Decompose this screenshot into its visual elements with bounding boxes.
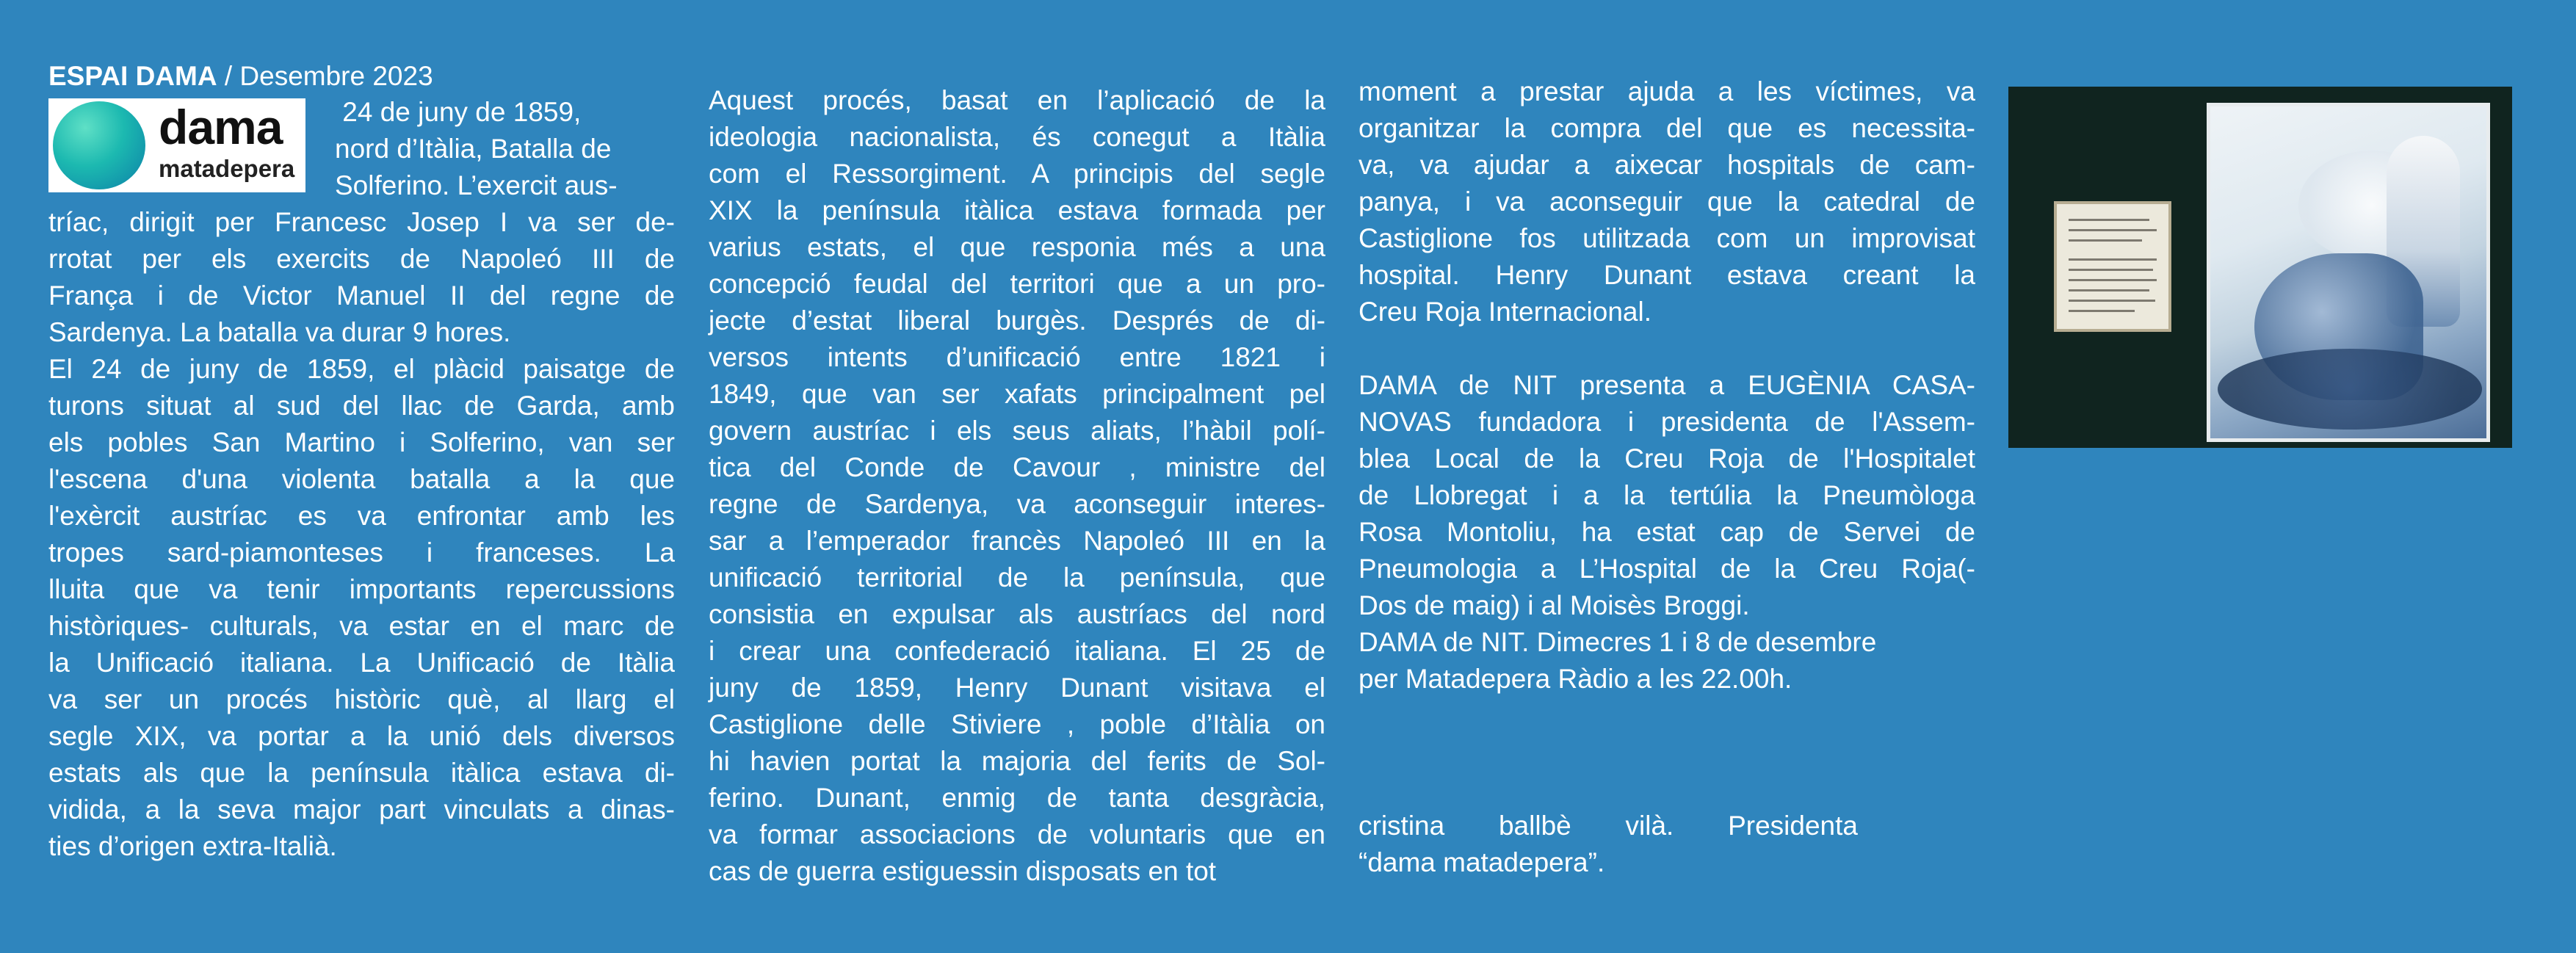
- text-line: tica del Conde de Cavour , ministre del: [709, 452, 1325, 482]
- header-separator: /: [217, 61, 240, 91]
- text-line: panya, i va aconseguir que la catedral de: [1358, 186, 1975, 217]
- text-line: blea Local de la Creu Roja de l'Hospitalet: [1358, 443, 1975, 474]
- text-line: tríac, dirigit per Francesc Josep I va ser de-: [48, 207, 675, 237]
- text-line: com el Ressorgiment. A principis del segle: [709, 159, 1325, 189]
- text-line: ties d’origen extra-Italià.: [48, 831, 337, 861]
- signature-line: “dama matadepera”.: [1358, 847, 1605, 877]
- section-header: [48, 59, 675, 94]
- logo-word: dama: [159, 100, 283, 154]
- blank-line: [1358, 734, 1975, 771]
- text-line: i crear una confederació italiana. El 25 de: [709, 636, 1325, 666]
- text-line: organitzar la compra del que es necessita-: [1358, 113, 1975, 143]
- text-line: versos intents d’unificació entre 1821 i: [709, 342, 1325, 372]
- text-line: nord d’Itàlia, Batalla de: [335, 134, 612, 164]
- text-line: l'escena d'una violenta batalla a la que: [48, 464, 675, 494]
- text-line: sar a l’emperador francès Napoleó III en la: [709, 526, 1325, 556]
- text-line: hospital. Henry Dunant estava creant la: [1358, 260, 1975, 290]
- text-line: DAMA de NIT presenta a EUGÈNIA CASA-: [1358, 370, 1975, 400]
- text-line: vidida, a la seva major part vinculats a dinas-: [48, 794, 675, 825]
- text-line: estats als que la península itàlica estava di-: [48, 758, 675, 788]
- text-line: varius estats, el que responia més a una: [709, 232, 1325, 262]
- text-line: lluita que va tenir importants repercussions: [48, 574, 675, 604]
- text-line: juny de 1859, Henry Dunant visitava el: [709, 673, 1325, 703]
- text-line: Castiglione delle Stiviere , poble d’Itàlia on: [709, 709, 1325, 739]
- text-line: Creu Roja Internacional.: [1358, 297, 1651, 327]
- painting-photo: [2008, 87, 2512, 448]
- card-text-line: [2069, 289, 2149, 291]
- blank-line: [1358, 697, 1975, 734]
- logo-subtitle: matadepera: [159, 155, 295, 182]
- signature-line: cristina ballbè vilà. Presidenta: [1358, 811, 1858, 841]
- caption-card: [2054, 201, 2171, 332]
- text-line: 1849, que van ser xafats principalment pel: [709, 379, 1325, 409]
- text-line: històriques- culturals, va estar en el marc de: [48, 611, 675, 641]
- text-line: Pneumologia a L’Hospital de la Creu Roja(-: [1358, 554, 1975, 584]
- card-text-line: [2069, 310, 2135, 312]
- text-line: turons situat al sud del llac de Garda, amb: [48, 391, 675, 421]
- text-line: tropes sard-piamonteses i franceses. La: [48, 537, 675, 568]
- text-line: els pobles San Martino i Solferino, van ser: [48, 427, 675, 457]
- blank-line: [1358, 330, 1975, 367]
- text-line: XIX la península itàlica estava formada per: [709, 195, 1325, 225]
- text-line: regne de Sardenya, va aconseguir interes-: [709, 489, 1325, 519]
- dama-logo: [48, 98, 305, 192]
- card-text-line: [2069, 279, 2157, 281]
- text-line: El 24 de juny de 1859, el plàcid paisatge de: [48, 354, 675, 384]
- text-line: govern austríac i els seus aliats, l’hàbil polí-: [709, 416, 1325, 446]
- text-line: 24 de juny de 1859,: [335, 97, 582, 127]
- card-text-line: [2069, 269, 2153, 271]
- text-line: Dos de maig) i al Moisès Broggi.: [1358, 590, 1750, 620]
- card-text-line: [2069, 258, 2157, 261]
- column-2: [709, 82, 1325, 890]
- text-line: concepció feudal del territori que a un pro-: [709, 269, 1325, 299]
- text-line: Sardenya. La batalla va durar 9 hores.: [48, 317, 511, 347]
- card-text-line: [2069, 229, 2157, 231]
- text-line: cas de guerra estiguessin disposats en tot: [709, 856, 1217, 886]
- text-line: Solferino. L’exercit aus-: [335, 170, 618, 200]
- text-line: moment a prestar ajuda a les víctimes, va: [1358, 76, 1975, 106]
- text-line: va, va ajudar a aixecar hospitals de cam-: [1358, 150, 1975, 180]
- painting-artwork: [2207, 103, 2490, 442]
- text-line: unificació territorial de la península, que: [709, 562, 1325, 593]
- text-line: ferino. Dunant, enmig de tanta desgràcia,: [709, 783, 1325, 813]
- text-line: ideologia nacionalista, és conegut a Itàlia: [709, 122, 1325, 152]
- painting-shadow-area: [2218, 349, 2482, 430]
- text-line: Castiglione fos utilitzada com un improvisat: [1358, 223, 1975, 253]
- text-line: Aquest procés, basat en l’aplicació de la: [709, 85, 1325, 115]
- text-line: hi havien portat la majoria del ferits de Sol-: [709, 746, 1325, 776]
- logo-circle-icon: [53, 101, 145, 189]
- text-line: rrotat per els exercits de Napoleó III de: [48, 244, 675, 274]
- card-text-line: [2069, 219, 2149, 221]
- text-line: per Matadepera Ràdio a les 22.00h.: [1358, 664, 1792, 694]
- text-line: consistia en expulsar als austríacs del nord: [709, 599, 1325, 629]
- text-line: la Unificació italiana. La Unificació de Itàlia: [48, 648, 675, 678]
- text-line: va formar associacions de voluntaris que en: [709, 819, 1325, 849]
- brand-label: ESPAI DAMA: [48, 61, 217, 91]
- card-text-line: [2069, 239, 2142, 242]
- text-line: França i de Victor Manuel II del regne de: [48, 280, 675, 311]
- text-line: NOVAS fundadora i presidenta de l'Assem-: [1358, 407, 1975, 437]
- text-line: va ser un procés històric què, al llarg el: [48, 684, 675, 714]
- text-line: DAMA de NIT. Dimecres 1 i 8 de desembre: [1358, 627, 1877, 657]
- text-line: Rosa Montoliu, ha estat cap de Servei de: [1358, 517, 1975, 547]
- text-line: de Llobregat i a la tertúlia la Pneumòloga: [1358, 480, 1975, 510]
- column-1: [48, 59, 675, 865]
- column-3: [1358, 73, 1975, 881]
- text-line: l'exèrcit austríac es va enfrontar amb les: [48, 501, 675, 531]
- text-line: segle XIX, va portar a la unió dels diversos: [48, 721, 675, 751]
- card-text-line: [2069, 300, 2155, 302]
- header-date: Desembre 2023: [239, 61, 433, 91]
- blank-line: [1358, 771, 1975, 808]
- text-line: jecte d’estat liberal burgès. Després de di-: [709, 305, 1325, 336]
